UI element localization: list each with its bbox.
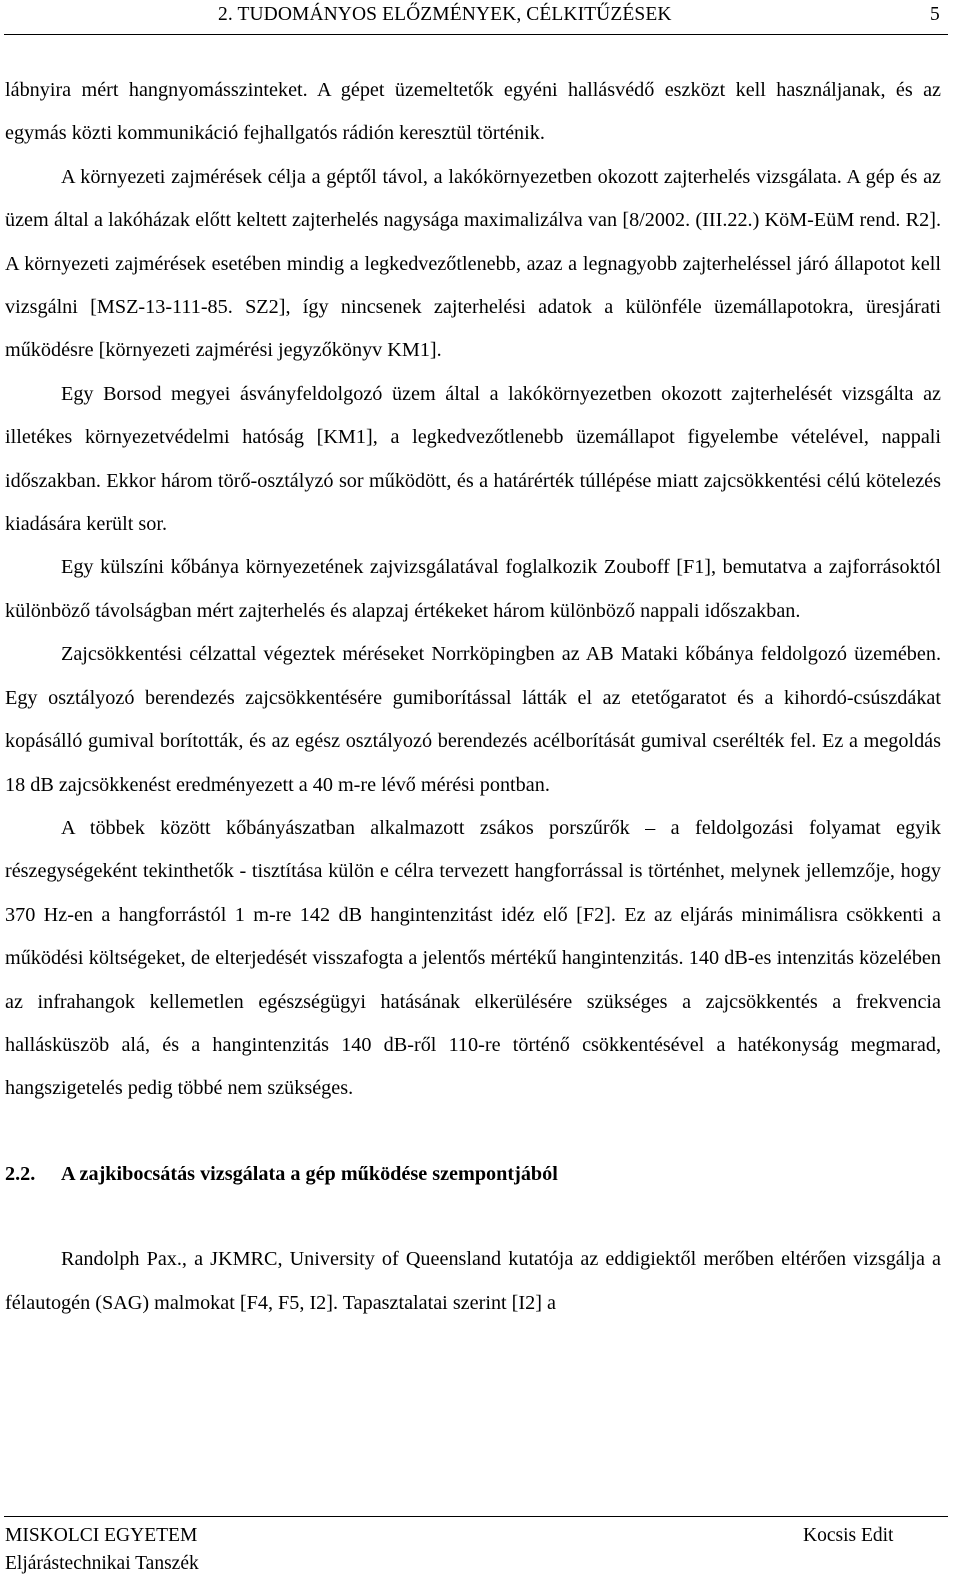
footer-institution: MISKOLCI EGYETEM	[5, 1525, 198, 1546]
header-divider	[4, 34, 948, 35]
section-heading	[5, 1153, 941, 1196]
paragraph-zouboff-quarry: Egy külszíni kőbánya környezetének zajvizsgálatával foglalkozik Zouboff [F1], bemutatva a zajforrásoktól különböző távolságban mért zajterhelés és alapzaj értékeket három különböző nappali időszakban.	[5, 556, 941, 622]
section-title: A zajkibocsátás vizsgálata a gép működése szempontjából	[61, 1162, 558, 1185]
paragraph-bag-filters: A többek között kőbányászatban alkalmazott zsákos porszűrők – a feldolgozási folyamat egyik részegységeként tekinthetők - tisztítása külön e célra tervezett hangforrással is történhet, melynek jellemzője, hogy 370 Hz-en a hangforrástól 1 m-re 142 dB hangintenzitást idéz elő [F2]. Ez az eljárás minimálisra csökkenti a működési költségeket, de elterjedését visszafogta a jelentős mértékű hangintenzitás. 140 dB-es intenzitás közelében az infrahangok kellemetlen egészségügyi hatásának elkerülésére szükséges a zajcsökkentés a frekvencia hallásküszöb alá, és a hangintenzitás 140 dB-ről 110-re történő csökkentésével a hatékonyság megmarad, hangszigetelés pedig többé nem szükséges.	[5, 816, 941, 1100]
footer-divider	[4, 1516, 948, 1517]
footer-department: Eljárástechnikai Tanszék	[5, 1553, 199, 1574]
chapter-title: 2. TUDOMÁNYOS ELŐZMÉNYEK, CÉLKITŰZÉSEK	[218, 4, 672, 25]
paragraph-norrkoping: Zajcsökkentési célzattal végeztek méréseket Norrköpingben az AB Mataki kőbánya feldolgozó üzemében. Egy osztályozó berendezés zajcsökkentésére gumiborítással látták el az etetőgaratot és a kihordó-csúszdákat kopásálló gumival borították, és az egész osztályozó berendezés acélborítását gumival cserélték fel. Ez a megoldás 18 dB zajcsökkenést eredményezett a 40 m-re lévő mérési pontban.	[5, 643, 941, 796]
page-header	[0, 0, 960, 36]
paragraph-borsod-plant: Egy Borsod megyei ásványfeldolgozó üzem által a lakókörnyezetben okozott zajterhelését vizsgálta az illetékes környezetvédelmi hatóság [KM1], a legkedvezőtlenebb üzemállapot figyelembe vételével, nappali időszakban. Ekkor három törő-osztályzó sor működött, és a határérték túllépése miatt zajcsökkentési célú kötelezés kiadására került sor.	[5, 382, 941, 536]
footer-author: Kocsis Edit	[803, 1525, 894, 1546]
section-number: 2.2.	[5, 1162, 36, 1185]
paragraph-randolph-pax: Randolph Pax., a JKMRC, University of Queensland kutatója az eddigiektől merőben eltérően vizsgálja a félautogén (SAG) malmokat [F4, F5, I2]. Tapasztalatai szerint [I2] a	[5, 1248, 941, 1314]
page-number: 5	[930, 4, 940, 25]
footer-institution-block	[5, 1522, 199, 1578]
paragraph-environmental-noise: A környezeti zajmérések célja a géptől távol, a lakókörnyezetben okozott zajterhelés vizsgálata. A gép és az üzem által a lakóházak előtt keltett zajterhelés nagysága maximalizálva van [8/2002. (III.22.) KöM-EüM rend. R2]. A környezeti zajmérések esetében mindig a legkedvezőtlenebb, azaz a legnagyobb zajterheléssel járó állapotot kell vizsgálni [MSZ-13-111-85. SZ2], így nincsenek zajterhelési adatok a különféle üzemállapotokra, üresjárati működésre [környezeti zajmérési jegyzőkönyv KM1].	[5, 165, 941, 362]
page-footer	[0, 1516, 960, 1593]
document-body	[5, 69, 941, 1325]
paragraph-continuation: lábnyira mért hangnyomásszinteket. A gépet üzemeltetők egyéni hallásvédő eszközt kell használjanak, és az egymás közti kommunikáció fejhallgatós rádión keresztül történik.	[5, 79, 941, 145]
